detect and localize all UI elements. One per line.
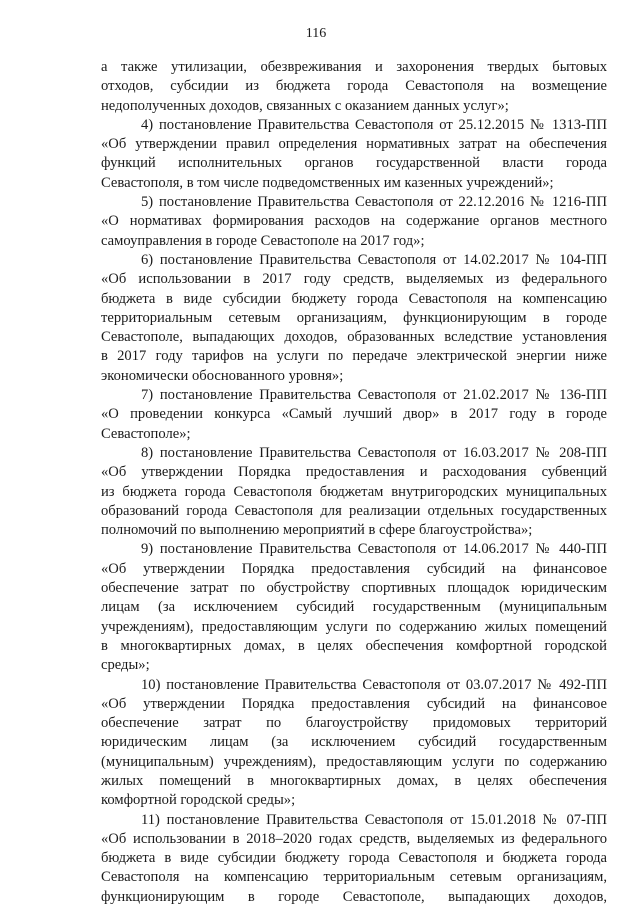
text-line: (муниципальным) учреждениям), предоставляющим услуги по содержанию	[101, 753, 607, 770]
text-line: в многоквартирных домах, в целях обеспечения комфортной городской	[101, 637, 607, 654]
text-line: 7) постановление Правительства Севастополя от 21.02.2017 № 136-ПП	[141, 387, 607, 404]
text-line: «Об утверждении Порядка предоставления субсидий на финансовое	[101, 560, 607, 577]
text-line: жилых помещений в многоквартирных домах, в целях обеспечения	[101, 772, 607, 789]
text-line: лицам (за исключением субсидий государственным (муниципальным	[101, 599, 607, 616]
text-line: обеспечение затрат по благоустройству придомовых территорий	[101, 715, 607, 732]
text-line: 5) постановление Правительства Севастополя от 22.12.2016 № 1216-ПП	[141, 194, 607, 211]
text-line: «О нормативах формирования расходов на содержание органов местного	[101, 213, 607, 230]
text-line: 11) постановление Правительства Севастополя от 15.01.2018 № 07-ПП	[141, 811, 607, 828]
text-line: бюджета в виде субсидии бюджету города Севастополя на компенсацию	[101, 290, 607, 307]
text-line: «Об утверждении правил определения нормативных затрат на обеспечения	[101, 136, 607, 153]
text-line: Севастополя на компенсацию территориальным сетевым организациям,	[101, 869, 607, 886]
text-line: 10) постановление Правительства Севастополя от 03.07.2017 № 492-ПП	[141, 676, 607, 693]
text-line: среды»;	[101, 657, 150, 674]
text-line: функционирующим в городе Севастополе, выпадающих доходов,	[101, 888, 607, 905]
text-line: недополученных доходов, связанных с оказанием данных услуг»;	[101, 97, 509, 114]
text-line: экономически обоснованного уровня»;	[101, 367, 344, 384]
page-number: 116	[305, 26, 327, 41]
text-line: отходов, субсидии из бюджета города Севастополя на возмещение	[101, 78, 607, 95]
text-line: из бюджета города Севастополя бюджетам внутригородских муниципальных	[101, 483, 607, 500]
text-line: обеспечение затрат по обустройству спортивных площадок юридическим	[101, 580, 607, 597]
text-line: «Об использовании в 2018–2020 годах средств, выделяемых из федерального	[101, 830, 607, 847]
text-line: учреждениям), предоставляющим услуги по содержанию жилых помещений	[101, 618, 607, 635]
text-line: Севастополе»;	[101, 425, 191, 442]
text-line: юридическим лицам (за исключением субсидий государственным	[101, 734, 607, 751]
text-line: образований города Севастополя для реализации отдельных государственных	[101, 502, 607, 519]
text-line: территориальным сетевым организациям, функционирующим в городе	[101, 309, 607, 326]
text-line: «Об использовании в 2017 году средств, выделяемых из федерального	[101, 271, 607, 288]
text-line: комфортной городской среды»;	[101, 792, 296, 809]
text-line: а также утилизации, обезвреживания и захоронения твердых бытовых	[101, 59, 607, 75]
text-line: 9) постановление Правительства Севастополя от 14.06.2017 № 440-ПП	[141, 541, 607, 558]
text-line: полномочий по выполнению мероприятий в сфере благоустройства»;	[101, 522, 533, 539]
text-line: бюджета в виде субсидии бюджету города Севастополя и бюджета города	[101, 850, 607, 867]
text-line: Севастополе, выпадающих доходов, образованных вследствие установления	[101, 329, 607, 346]
text-line: функций исполнительных органов государственной власти города	[101, 155, 607, 172]
text-line: «О проведении конкурса «Самый лучший двор» в 2017 году в городе	[101, 406, 607, 423]
text-line: 8) постановление Правительства Севастополя от 16.03.2017 № 208-ПП	[141, 444, 607, 461]
document-body	[101, 58, 607, 907]
text-line: «Об утверждении Порядка предоставления субсидий на финансовое	[101, 695, 607, 712]
text-line: 4) постановление Правительства Севастополя от 25.12.2015 № 1313-ПП	[141, 116, 607, 133]
text-line: Севастополя, в том числе подведомственных им казенных учреждений»;	[101, 174, 554, 191]
text-line: 6) постановление Правительства Севастополя от 14.02.2017 № 104-ПП	[141, 251, 607, 268]
text-line: в 2017 году тарифов на услуги по передаче электрической энергии ниже	[101, 348, 607, 365]
text-line: самоуправления в городе Севастополе на 2017 год»;	[101, 232, 425, 249]
text-line: «Об утверждении Порядка предоставления и расходования субвенций	[101, 464, 607, 481]
